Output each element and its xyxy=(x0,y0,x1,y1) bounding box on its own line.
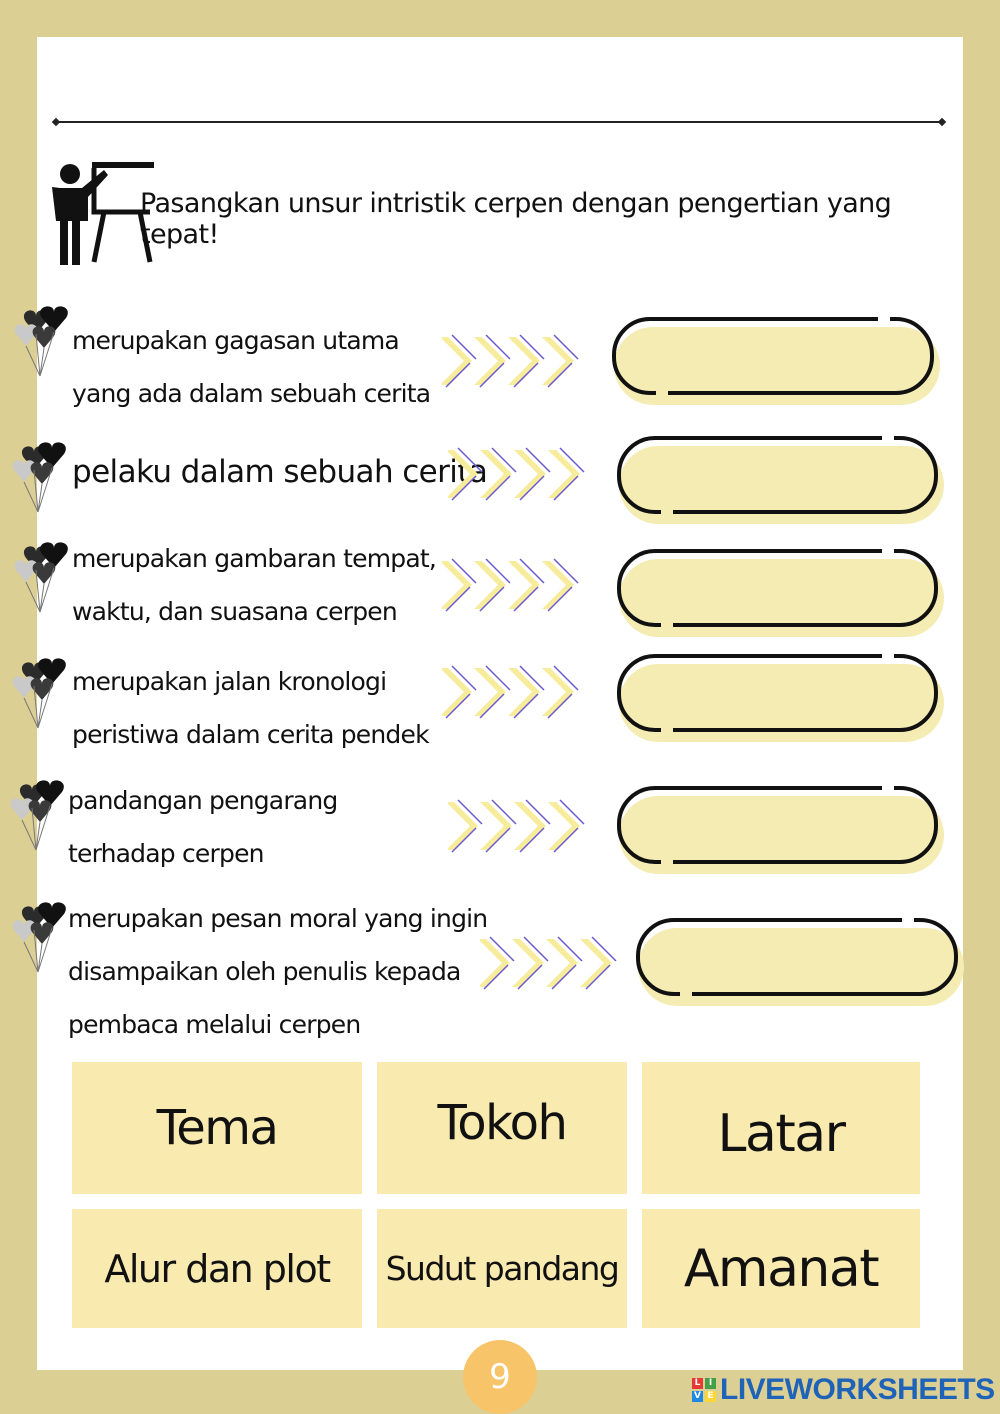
definition-line: pelaku dalam sebuah cerita xyxy=(72,454,488,490)
definition-line: merupakan pesan moral yang ingin xyxy=(68,904,488,933)
answer-drop-box[interactable] xyxy=(617,654,944,742)
definition-text xyxy=(72,314,430,420)
word-card-tema[interactable]: Tema xyxy=(72,1062,362,1194)
word-card-alur-dan-plot[interactable]: Alur dan plot xyxy=(72,1209,362,1328)
word-card-sudut-pandang[interactable]: Sudut pandang xyxy=(377,1209,627,1328)
definition-line: merupakan gagasan utama xyxy=(72,326,399,355)
answer-drop-box[interactable] xyxy=(617,786,944,874)
balloon-icon xyxy=(8,652,72,732)
word-bank xyxy=(72,1062,920,1328)
arrow-chevrons-icon xyxy=(448,798,598,854)
answer-drop-box[interactable] xyxy=(636,918,964,1006)
balloon-icon xyxy=(10,300,74,380)
balloon-icon xyxy=(10,536,74,616)
definition-text xyxy=(72,655,429,761)
header-divider xyxy=(56,121,942,123)
answer-box-gap xyxy=(661,860,673,868)
arrow-chevrons-icon xyxy=(442,664,592,720)
answer-input[interactable] xyxy=(647,452,904,496)
balloon-icon xyxy=(6,774,70,854)
answer-drop-box[interactable] xyxy=(612,317,940,405)
definition-line: terhadap cerpen xyxy=(68,839,264,868)
arrow-chevrons-icon xyxy=(442,333,592,389)
brand-logo-tile: E xyxy=(705,1391,716,1402)
answer-input[interactable] xyxy=(647,670,904,714)
arrow-chevrons-icon xyxy=(448,446,598,502)
balloon-icon xyxy=(8,896,72,976)
word-card-amanat[interactable]: Amanat xyxy=(642,1209,920,1328)
answer-box-gap xyxy=(661,510,673,518)
page-number-badge: 9 xyxy=(463,1340,537,1414)
answer-box-gap xyxy=(882,784,894,792)
brand-logo-icon xyxy=(692,1378,716,1402)
answer-box-gap xyxy=(656,391,668,399)
definition-line: pembaca melalui cerpen xyxy=(68,1010,361,1039)
definition-text xyxy=(68,892,487,1051)
definition-line: yang ada dalam sebuah cerita xyxy=(72,379,431,408)
answer-box-gap xyxy=(882,434,894,442)
definition-line: peristiwa dalam cerita pendek xyxy=(72,720,429,749)
word-card-latar[interactable]: Latar xyxy=(642,1062,920,1194)
definition-line: merupakan gambaran tempat, xyxy=(72,544,436,573)
arrow-chevrons-icon xyxy=(480,935,630,991)
answer-box-gap xyxy=(878,315,890,323)
answer-box-gap xyxy=(661,623,673,631)
answer-box-gap xyxy=(680,992,692,1000)
brand-name: LIVEWORKSHEETS xyxy=(720,1373,995,1406)
definition-text xyxy=(72,532,436,638)
balloon-icon xyxy=(8,436,72,516)
brand-logo-tile: L xyxy=(692,1378,703,1389)
answer-drop-box[interactable] xyxy=(617,436,944,524)
arrow-chevrons-icon xyxy=(442,557,592,613)
liveworksheets-logo[interactable] xyxy=(692,1372,995,1408)
definition-text xyxy=(68,774,337,880)
definition-text xyxy=(72,446,487,499)
definition-line: pandangan pengarang xyxy=(68,786,338,815)
instruction-text: Pasangkan unsur intristik cerpen dengan pengertian yang tepat! xyxy=(140,188,892,250)
brand-logo-tile: V xyxy=(692,1391,703,1402)
word-card-tokoh[interactable]: Tokoh xyxy=(377,1062,627,1194)
definition-line: merupakan jalan kronologi xyxy=(72,667,387,696)
answer-input[interactable] xyxy=(647,565,904,609)
answer-box-gap xyxy=(882,652,894,660)
answer-box-gap xyxy=(661,728,673,736)
answer-drop-box[interactable] xyxy=(617,549,944,637)
answer-input[interactable] xyxy=(666,934,924,978)
definition-line: waktu, dan suasana cerpen xyxy=(72,597,397,626)
answer-input[interactable] xyxy=(647,802,904,846)
definition-line: disampaikan oleh penulis kepada xyxy=(68,957,461,986)
answer-input[interactable] xyxy=(642,333,900,377)
brand-logo-tile: I xyxy=(705,1378,716,1389)
answer-box-gap xyxy=(902,916,914,924)
answer-box-gap xyxy=(882,547,894,555)
